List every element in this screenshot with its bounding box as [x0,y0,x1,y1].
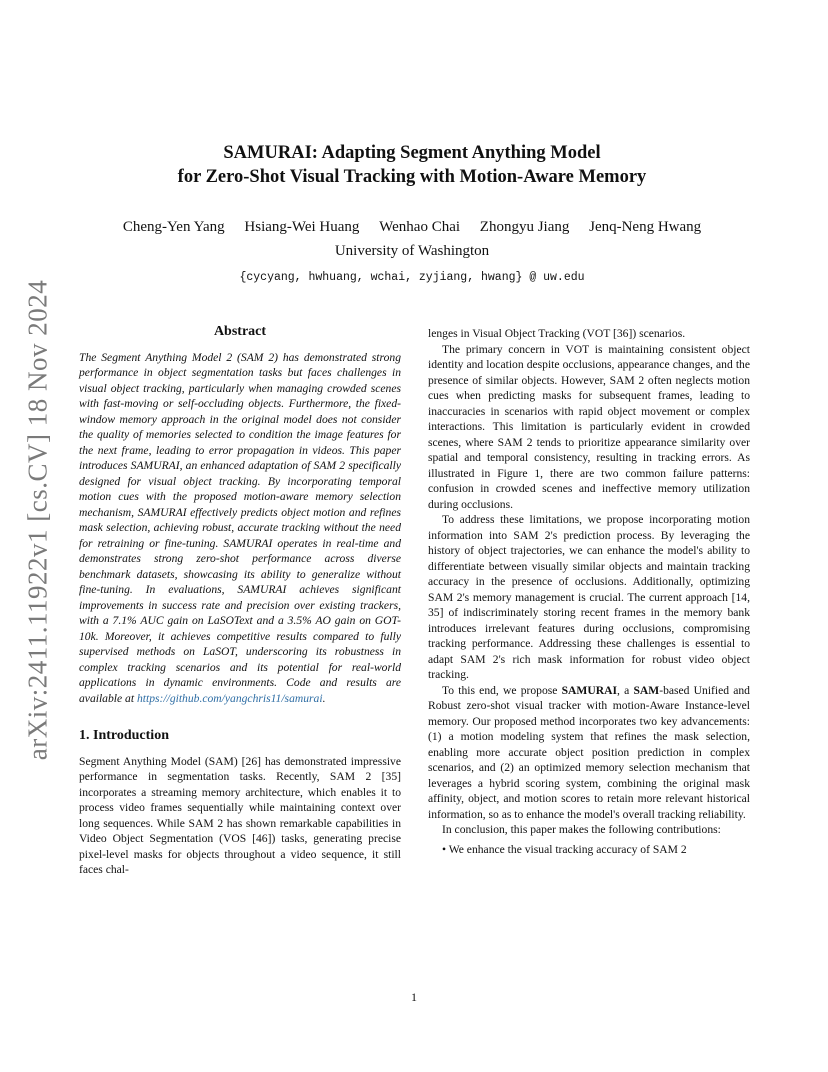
author: Cheng-Yen Yang [122,219,225,235]
samurai-name: SAMURAI [561,683,618,697]
paper-title-line-2: for Zero-Shot Visual Tracking with Motion-Aware Memory [177,167,647,187]
right-column [428,326,750,857]
author-list [80,219,744,236]
author: Jenq-Neng Hwang [589,219,702,235]
abstract-heading: Abstract [213,324,267,339]
affiliation: University of Washington [334,243,490,259]
author: Wenhao Chai [379,219,461,235]
page-number: 1 [411,990,417,1004]
paragraph-continuation: lenges in Visual Object Tracking (VOT [36]) scenarios. [428,327,686,340]
text-run: To this end, we propose [442,683,558,697]
left-column [79,324,401,878]
author: Zhongyu Jiang [479,219,570,235]
section-heading-introduction: 1. Introduction [79,728,169,743]
abstract-end: . [322,691,326,705]
paragraph: In conclusion, this paper makes the following contributions: [442,823,721,836]
abstract-text: The Segment Anything Model 2 (SAM 2) has demonstrated strong performance in object segmentation tasks but faces challenges in visual object tracking, particularly when managing crowded scenes with fast-moving or self-occluding objects. Furthermore, the fixed-window memory approach in the original model does not consider the quality of memories selected to condition the image features for the next frame, leading to error propagation in videos. This paper introduces SAMURAI, an enhanced adaptation of SAM 2 specifically designed for visual object tracking. By incorporating temporal motion cues with the proposed motion-aware memory selection mechanism, SAMURAI effectively predicts object motion and refines mask selection, achieving robust, accurate tracking without the need for retraining or fine-tuning. SAMURAI operates in real-time and demonstrates strong zero-shot performance across diverse benchmark datasets, showcasing its ability to generalize without fine-tuning. In evaluations, SAMURAI achieves significant improvements in success rate and precision over existing trackers, with a 7.1% AUC gain on LaSOText and a 3.5% AO gain on GOT-10k. Moreover, it achieves competitive results compared to fully supervised methods on LaSOT, underscoring its robustness in complex tracking scenarios and its potential for real-world applications in dynamic environments. Code and results are available at [79,350,401,705]
author-emails: {cycyang, hwhuang, wchai, zyjiang, hwang} @ uw.edu [239,271,585,284]
arxiv-identifier: arXiv:2411.11922v1 [cs.CV] 18 Nov 2024 [22,279,53,761]
code-link[interactable]: https://github.com/yangchris11/samurai [136,691,323,705]
paragraph: The primary concern in VOT is maintaining consistent object identity and location despite occlusions, appearance changes, and the presence of similar objects. However, SAM 2 often neglects motion cues when predicting masks for subsequent frames, leading to inaccuracies in scenarios with rapid object movement or complex interactions. This limitation is particularly evident in crowded scenes, where SAM 2 tends to prioritize appearance similarity over spatial and temporal consistency, resulting in tracking errors. As illustrated in Figure 1, there are two common failure patterns: confusion in crowded scenes and ineffective memory utilization during occlusions. [428,342,750,511]
author: Hsiang-Wei Huang [244,219,360,235]
paragraph-samurai-intro [428,683,750,823]
text-run: -based Unified and Robust zero-shot visual tracker with motion-Aware Instance-level memory. Our proposed method incorporates two key advancements: (1) a motion modeling system that refines the mask selection, enabling more accurate object position prediction in complex scenarios, and (2) an optimized memory selection mechanism that leverages a hybrid scoring system, combining the original mask affinity, object, and motion scores to retain more relevant historical information, so as to enhance the model's overall tracking reliability. [428,683,750,821]
sam-name: SAM [633,683,660,697]
contribution-bullet: • We enhance the visual tracking accuracy of SAM 2 [442,842,687,856]
abstract-body [79,350,401,707]
paper-title-line-1: SAMURAI: Adapting Segment Anything Model [223,143,601,163]
arxiv-sidebar-stamp [14,280,62,760]
intro-paragraph: Segment Anything Model (SAM) [26] has demonstrated impressive performance in segmentation tasks. Recently, SAM 2 [35] incorporates a streaming memory architecture, which enables it to process video frames sequentially while maintaining context over long sequences. While SAM 2 has shown remarkable capabilities in Video Object Segmentation (VOS [46]) tasks, generating precise pixel-level masks for objects throughout a video sequence, it still faces chal- [79,754,401,876]
paragraph: To address these limitations, we propose incorporating motion information into SAM 2's prediction process. By leveraging the history of object trajectories, we can enhance the model's ability to differentiate between visually similar objects and maintain tracking accuracy in the presence of occlusions. Additionally, optimizing SAM 2's memory management is crucial. The current approach [14, 35] of indiscriminately storing recent frames in the memory bank introduces irrelevant features during occlusions, compromising tracking performance. Addressing these challenges is essential to adapt SAM 2's rich mask information for robust video object tracking. [428,513,750,681]
text-run: , a [617,683,630,697]
